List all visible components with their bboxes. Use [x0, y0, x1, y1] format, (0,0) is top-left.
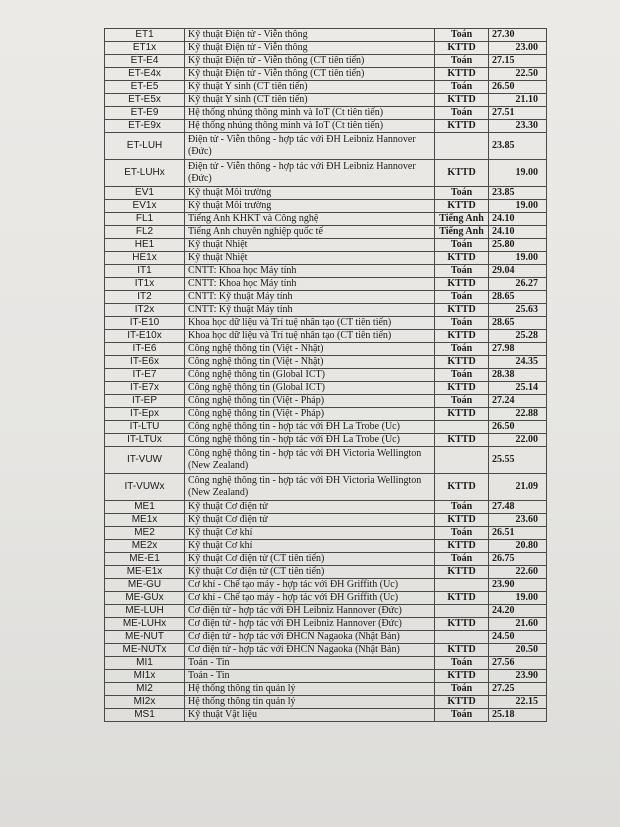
table-row	[105, 200, 547, 213]
exam-block-cell: KTTD	[435, 382, 489, 395]
table-row	[105, 356, 547, 369]
major-code-cell: ME-NUTx	[105, 644, 185, 657]
cutoff-score-cell: 29.04	[489, 265, 547, 278]
major-name-cell: Kỹ thuật Điện tử - Viễn thông	[185, 29, 435, 42]
table-row	[105, 369, 547, 382]
major-code-cell: IT-Epx	[105, 408, 185, 421]
cutoff-score-cell: 25.55	[489, 447, 547, 474]
cutoff-score-cell: 25.18	[489, 709, 547, 722]
major-name-cell: Toán - Tin	[185, 670, 435, 683]
exam-block-cell: KTTD	[435, 696, 489, 709]
major-code-cell: IT-E10	[105, 317, 185, 330]
major-name-cell: Công nghệ thông tin (Global ICT)	[185, 369, 435, 382]
table-row	[105, 631, 547, 644]
table-row	[105, 317, 547, 330]
cutoff-score-cell: 27.24	[489, 395, 547, 408]
exam-block-cell: KTTD	[435, 618, 489, 631]
major-name-cell: Kỹ thuật Cơ điện tử	[185, 514, 435, 527]
exam-block-cell: Toán	[435, 265, 489, 278]
cutoff-score-cell: 25.63	[489, 304, 547, 317]
table-row	[105, 42, 547, 55]
major-name-cell: Công nghệ thông tin (Việt - Nhật)	[185, 356, 435, 369]
major-code-cell: IT-LTUx	[105, 434, 185, 447]
cutoff-score-cell: 19.00	[489, 592, 547, 605]
major-name-cell: CNTT: Kỹ thuật Máy tính	[185, 291, 435, 304]
major-name-cell: Cơ điện tử - hợp tác với ĐH Leibniz Hannover (Đức)	[185, 605, 435, 618]
major-name-cell: Kỹ thuật Cơ khí	[185, 527, 435, 540]
table-row	[105, 265, 547, 278]
table-row	[105, 133, 547, 160]
cutoff-score-cell: 27.30	[489, 29, 547, 42]
major-code-cell: ME-NUT	[105, 631, 185, 644]
table-row	[105, 579, 547, 592]
major-code-cell: ME2x	[105, 540, 185, 553]
major-name-cell: Cơ điện tử - hợp tác với ĐHCN Nagaoka (Nhật Bản)	[185, 631, 435, 644]
table-row	[105, 343, 547, 356]
major-code-cell: MS1	[105, 709, 185, 722]
exam-block-cell: KTTD	[435, 252, 489, 265]
major-code-cell: ET-LUH	[105, 133, 185, 160]
major-code-cell: FL1	[105, 213, 185, 226]
major-name-cell: Cơ khí - Chế tạo máy - hợp tác với ĐH Griffith (Úc)	[185, 592, 435, 605]
major-code-cell: EV1x	[105, 200, 185, 213]
major-code-cell: ME1x	[105, 514, 185, 527]
cutoff-score-cell: 20.50	[489, 644, 547, 657]
major-code-cell: ET-E5x	[105, 94, 185, 107]
major-name-cell: Kỹ thuật Nhiệt	[185, 239, 435, 252]
table-row	[105, 291, 547, 304]
cutoff-score-cell: 28.38	[489, 369, 547, 382]
major-name-cell: Kỹ thuật Điện tử - Viễn thông	[185, 42, 435, 55]
admission-score-table	[104, 28, 547, 722]
major-code-cell: ME-GUx	[105, 592, 185, 605]
exam-block-cell: Tiếng Anh	[435, 213, 489, 226]
table-row	[105, 618, 547, 631]
cutoff-score-cell: 24.35	[489, 356, 547, 369]
major-name-cell: Kỹ thuật Y sinh (CT tiên tiến)	[185, 81, 435, 94]
major-code-cell: ME-GU	[105, 579, 185, 592]
table-row	[105, 683, 547, 696]
table-row	[105, 501, 547, 514]
cutoff-score-cell: 27.98	[489, 343, 547, 356]
table-row	[105, 187, 547, 200]
cutoff-score-cell: 22.88	[489, 408, 547, 421]
cutoff-score-cell: 28.65	[489, 317, 547, 330]
cutoff-score-cell: 26.50	[489, 421, 547, 434]
cutoff-score-cell: 24.20	[489, 605, 547, 618]
major-name-cell: Kỹ thuật Môi trường	[185, 187, 435, 200]
exam-block-cell: Toán	[435, 683, 489, 696]
table-row	[105, 474, 547, 501]
table-row	[105, 447, 547, 474]
major-name-cell: Công nghệ thông tin - hợp tác với ĐH La Trobe (Úc)	[185, 434, 435, 447]
cutoff-score-cell: 23.85	[489, 133, 547, 160]
table-row	[105, 239, 547, 252]
exam-block-cell	[435, 421, 489, 434]
exam-block-cell: KTTD	[435, 408, 489, 421]
table-row	[105, 408, 547, 421]
major-code-cell: ET1	[105, 29, 185, 42]
major-name-cell: Kỹ thuật Cơ khí	[185, 540, 435, 553]
major-name-cell: Tiếng Anh KHKT và Công nghệ	[185, 213, 435, 226]
table-row	[105, 553, 547, 566]
cutoff-score-cell: 25.14	[489, 382, 547, 395]
table-row	[105, 55, 547, 68]
major-code-cell: ME1	[105, 501, 185, 514]
table-row	[105, 527, 547, 540]
cutoff-score-cell: 22.60	[489, 566, 547, 579]
major-code-cell: ET-E4	[105, 55, 185, 68]
major-name-cell: Cơ điện tử - hợp tác với ĐHCN Nagaoka (Nhật Bản)	[185, 644, 435, 657]
exam-block-cell: KTTD	[435, 200, 489, 213]
cutoff-score-cell: 23.60	[489, 514, 547, 527]
table-row	[105, 68, 547, 81]
major-code-cell: ME-LUHx	[105, 618, 185, 631]
major-name-cell: Kỹ thuật Nhiệt	[185, 252, 435, 265]
cutoff-score-cell: 23.90	[489, 579, 547, 592]
exam-block-cell: Toán	[435, 527, 489, 540]
cutoff-score-cell: 27.15	[489, 55, 547, 68]
major-name-cell: Khoa học dữ liệu và Trí tuệ nhân tạo (CT tiên tiến)	[185, 330, 435, 343]
exam-block-cell: Tiếng Anh	[435, 226, 489, 239]
exam-block-cell	[435, 133, 489, 160]
cutoff-score-cell: 27.51	[489, 107, 547, 120]
exam-block-cell	[435, 631, 489, 644]
exam-block-cell: Toán	[435, 395, 489, 408]
major-code-cell: ET-E9	[105, 107, 185, 120]
cutoff-score-cell: 21.09	[489, 474, 547, 501]
exam-block-cell: Toán	[435, 239, 489, 252]
cutoff-score-cell: 23.90	[489, 670, 547, 683]
table-row	[105, 709, 547, 722]
exam-block-cell: KTTD	[435, 330, 489, 343]
exam-block-cell	[435, 447, 489, 474]
cutoff-score-cell: 19.00	[489, 200, 547, 213]
major-code-cell: IT-E6	[105, 343, 185, 356]
exam-block-cell: Toán	[435, 709, 489, 722]
major-name-cell: Công nghệ thông tin - hợp tác với ĐH Victoria Wellington (New Zealand)	[185, 474, 435, 501]
major-name-cell: Kỹ thuật Điện tử - Viễn thông (CT tiên tiến)	[185, 55, 435, 68]
exam-block-cell: Toán	[435, 107, 489, 120]
exam-block-cell: KTTD	[435, 42, 489, 55]
major-name-cell: Điện tử - Viễn thông - hợp tác với ĐH Leibniz Hannover (Đức)	[185, 133, 435, 160]
major-code-cell: IT1	[105, 265, 185, 278]
major-name-cell: Cơ điện tử - hợp tác với ĐH Leibniz Hannover (Đức)	[185, 618, 435, 631]
exam-block-cell: KTTD	[435, 514, 489, 527]
exam-block-cell: Toán	[435, 657, 489, 670]
major-code-cell: IT-VUW	[105, 447, 185, 474]
major-code-cell: HE1x	[105, 252, 185, 265]
exam-block-cell: KTTD	[435, 120, 489, 133]
major-code-cell: ME2	[105, 527, 185, 540]
cutoff-score-cell: 19.00	[489, 160, 547, 187]
exam-block-cell: KTTD	[435, 670, 489, 683]
table-row	[105, 94, 547, 107]
major-name-cell: Kỹ thuật Điện tử - Viễn thông (CT tiên tiến)	[185, 68, 435, 81]
exam-block-cell: KTTD	[435, 304, 489, 317]
major-name-cell: Kỹ thuật Cơ điện tử (CT tiên tiến)	[185, 553, 435, 566]
exam-block-cell: Toán	[435, 501, 489, 514]
major-code-cell: ET-E4x	[105, 68, 185, 81]
major-name-cell: CNTT: Khoa học Máy tính	[185, 265, 435, 278]
major-name-cell: Điện tử - Viễn thông - hợp tác với ĐH Leibniz Hannover (Đức)	[185, 160, 435, 187]
major-name-cell: Công nghệ thông tin (Việt - Pháp)	[185, 408, 435, 421]
major-name-cell: Công nghệ thông tin - hợp tác với ĐH La Trobe (Úc)	[185, 421, 435, 434]
major-code-cell: ME-E1x	[105, 566, 185, 579]
cutoff-score-cell: 25.80	[489, 239, 547, 252]
major-name-cell: Hệ thống nhúng thông minh và IoT (Ct tiên tiến)	[185, 120, 435, 133]
cutoff-score-cell: 27.48	[489, 501, 547, 514]
major-name-cell: Công nghệ thông tin (Việt - Pháp)	[185, 395, 435, 408]
exam-block-cell: KTTD	[435, 540, 489, 553]
major-code-cell: FL2	[105, 226, 185, 239]
major-code-cell: IT-VUWx	[105, 474, 185, 501]
cutoff-score-cell: 26.27	[489, 278, 547, 291]
table-row	[105, 421, 547, 434]
exam-block-cell: KTTD	[435, 160, 489, 187]
major-name-cell: Tiếng Anh chuyên nghiệp quốc tế	[185, 226, 435, 239]
exam-block-cell: KTTD	[435, 356, 489, 369]
major-code-cell: ET-LUHx	[105, 160, 185, 187]
table-row	[105, 605, 547, 618]
major-name-cell: Công nghệ thông tin - hợp tác với ĐH Victoria Wellington (New Zealand)	[185, 447, 435, 474]
cutoff-score-cell: 21.60	[489, 618, 547, 631]
cutoff-score-cell: 26.50	[489, 81, 547, 94]
cutoff-score-cell: 26.75	[489, 553, 547, 566]
cutoff-score-cell: 27.56	[489, 657, 547, 670]
exam-block-cell: Toán	[435, 187, 489, 200]
table-row	[105, 434, 547, 447]
major-name-cell: Kỹ thuật Y sinh (CT tiên tiến)	[185, 94, 435, 107]
major-name-cell: Cơ khí - Chế tạo máy - hợp tác với ĐH Griffith (Úc)	[185, 579, 435, 592]
exam-block-cell: Toán	[435, 291, 489, 304]
major-name-cell: Hệ thống thông tin quản lý	[185, 696, 435, 709]
table-row	[105, 657, 547, 670]
table-row	[105, 278, 547, 291]
exam-block-cell: KTTD	[435, 644, 489, 657]
table-row	[105, 330, 547, 343]
table-row	[105, 540, 547, 553]
major-name-cell: CNTT: Kỹ thuật Máy tính	[185, 304, 435, 317]
exam-block-cell: Toán	[435, 29, 489, 42]
major-code-cell: MI1	[105, 657, 185, 670]
major-code-cell: IT-E7	[105, 369, 185, 382]
table-row	[105, 395, 547, 408]
major-code-cell: EV1	[105, 187, 185, 200]
major-name-cell: Kỹ thuật Cơ điện tử	[185, 501, 435, 514]
table-row	[105, 304, 547, 317]
exam-block-cell: KTTD	[435, 474, 489, 501]
major-code-cell: ME-E1	[105, 553, 185, 566]
table-row	[105, 670, 547, 683]
exam-block-cell	[435, 579, 489, 592]
major-name-cell: Kỹ thuật Cơ điện tử (CT tiên tiến)	[185, 566, 435, 579]
cutoff-score-cell: 27.25	[489, 683, 547, 696]
major-name-cell: Kỹ thuật Môi trường	[185, 200, 435, 213]
table-row	[105, 120, 547, 133]
cutoff-score-cell: 19.00	[489, 252, 547, 265]
exam-block-cell: Toán	[435, 343, 489, 356]
exam-block-cell: KTTD	[435, 592, 489, 605]
exam-block-cell: Toán	[435, 553, 489, 566]
table-body	[105, 29, 547, 722]
table-row	[105, 696, 547, 709]
table-row	[105, 160, 547, 187]
cutoff-score-cell: 28.65	[489, 291, 547, 304]
table-row	[105, 592, 547, 605]
cutoff-score-cell: 22.15	[489, 696, 547, 709]
table-row	[105, 566, 547, 579]
major-name-cell: Khoa học dữ liệu và Trí tuệ nhân tạo (CT tiên tiến)	[185, 317, 435, 330]
cutoff-score-cell: 23.30	[489, 120, 547, 133]
table-row	[105, 644, 547, 657]
major-code-cell: MI1x	[105, 670, 185, 683]
exam-block-cell: KTTD	[435, 278, 489, 291]
major-code-cell: IT-LTU	[105, 421, 185, 434]
major-name-cell: Hệ thống thông tin quản lý	[185, 683, 435, 696]
major-name-cell: Hệ thống nhúng thông minh và IoT (Ct tiên tiến)	[185, 107, 435, 120]
exam-block-cell: Toán	[435, 81, 489, 94]
exam-block-cell: KTTD	[435, 94, 489, 107]
exam-block-cell: Toán	[435, 317, 489, 330]
cutoff-score-cell: 22.00	[489, 434, 547, 447]
cutoff-score-cell: 24.10	[489, 213, 547, 226]
exam-block-cell: KTTD	[435, 434, 489, 447]
table-row	[105, 81, 547, 94]
major-code-cell: IT-EP	[105, 395, 185, 408]
cutoff-score-cell: 22.50	[489, 68, 547, 81]
major-code-cell: ET-E9x	[105, 120, 185, 133]
cutoff-score-cell: 23.00	[489, 42, 547, 55]
cutoff-score-cell: 26.51	[489, 527, 547, 540]
exam-block-cell: KTTD	[435, 68, 489, 81]
major-name-cell: Toán - Tin	[185, 657, 435, 670]
major-name-cell: Công nghệ thông tin (Việt - Nhật)	[185, 343, 435, 356]
cutoff-score-cell: 24.10	[489, 226, 547, 239]
table-row	[105, 213, 547, 226]
table-row	[105, 29, 547, 42]
major-code-cell: MI2	[105, 683, 185, 696]
table-row	[105, 514, 547, 527]
cutoff-score-cell: 20.80	[489, 540, 547, 553]
table-row	[105, 252, 547, 265]
major-name-cell: Kỹ thuật Vật liệu	[185, 709, 435, 722]
major-code-cell: HE1	[105, 239, 185, 252]
table-row	[105, 107, 547, 120]
major-code-cell: ET1x	[105, 42, 185, 55]
cutoff-score-cell: 24.50	[489, 631, 547, 644]
major-code-cell: IT-E10x	[105, 330, 185, 343]
major-code-cell: IT-E7x	[105, 382, 185, 395]
major-code-cell: ME-LUH	[105, 605, 185, 618]
cutoff-score-cell: 25.28	[489, 330, 547, 343]
table-row	[105, 382, 547, 395]
major-code-cell: MI2x	[105, 696, 185, 709]
cutoff-score-cell: 21.10	[489, 94, 547, 107]
major-code-cell: IT-E6x	[105, 356, 185, 369]
cutoff-score-cell: 23.85	[489, 187, 547, 200]
table-row	[105, 226, 547, 239]
exam-block-cell: Toán	[435, 369, 489, 382]
major-code-cell: IT2x	[105, 304, 185, 317]
major-name-cell: CNTT: Khoa học Máy tính	[185, 278, 435, 291]
major-code-cell: IT1x	[105, 278, 185, 291]
exam-block-cell	[435, 605, 489, 618]
exam-block-cell: KTTD	[435, 566, 489, 579]
major-code-cell: IT2	[105, 291, 185, 304]
exam-block-cell: Toán	[435, 55, 489, 68]
major-code-cell: ET-E5	[105, 81, 185, 94]
major-name-cell: Công nghệ thông tin (Global ICT)	[185, 382, 435, 395]
